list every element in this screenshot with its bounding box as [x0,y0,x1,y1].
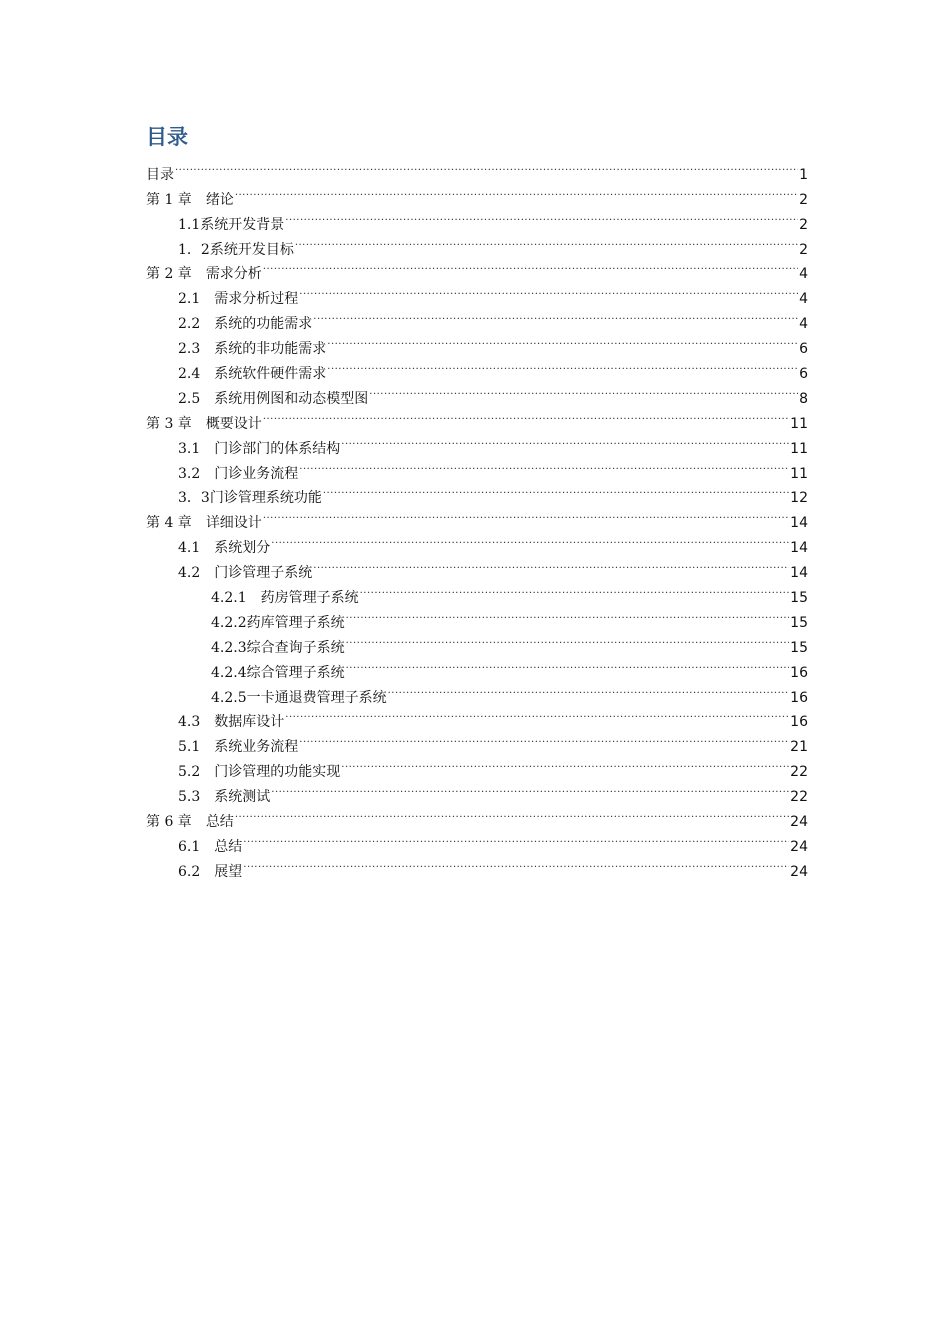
toc-entry-page-number[interactable]: 16 [790,664,808,681]
toc-dot-leader [341,751,789,776]
toc-dot-leader [271,527,789,552]
toc-entry-number: 1．2 [178,241,210,258]
toc-dot-leader [243,826,789,851]
toc-entry-title[interactable]: 展望 [214,863,243,880]
toc-entry-number: 4.2.1 [211,590,261,607]
toc-dot-leader [285,702,789,727]
toc-dot-leader [263,502,789,527]
toc-dot-leader [369,378,798,403]
toc-dot-leader [346,652,790,677]
toc-entry-number: 2.2 [178,316,215,333]
toc-entry-number: 3.2 [178,465,215,482]
toc-entry-page-number[interactable]: 4 [799,291,808,308]
toc-entry-title[interactable]: 系统业务流程 [214,739,299,756]
toc-entry-page-number[interactable]: 2 [799,216,808,233]
toc-dot-leader [299,726,789,751]
toc-entry-page-number[interactable]: 1 [799,166,808,183]
toc-entry-number: 2.4 [178,366,215,383]
toc-entry[interactable] [146,826,808,855]
toc-dot-leader [295,229,798,254]
toc-entry-title[interactable]: 门诊管理系统功能 [209,490,322,507]
toc-entry-number: 4.2.2 [211,614,247,631]
toc-entry-title[interactable]: 目录 [146,166,174,183]
toc-dot-leader [346,602,790,627]
toc-dot-leader [341,428,789,453]
toc-entry[interactable] [146,204,808,233]
toc-entry-number: 第 4 章 [146,515,206,532]
toc-entry-number: 2.5 [178,390,215,407]
toc-entry-title[interactable]: 数据库设计 [214,714,285,731]
toc-dot-leader [388,677,790,702]
toc-entry[interactable] [146,154,808,183]
toc-entry-title[interactable]: 综合管理子系统 [246,664,345,681]
toc-entry-title[interactable]: 总结 [214,838,243,855]
toc-entry-page-number[interactable]: 16 [790,689,808,706]
toc-dot-leader [323,478,789,503]
toc-entry-page-number[interactable]: 4 [799,316,808,333]
toc-entry-title[interactable]: 门诊管理的功能实现 [214,764,341,781]
toc-entry-page-number[interactable]: 12 [790,490,808,507]
toc-page [146,120,808,880]
toc-entry-title[interactable]: 概要设计 [205,415,262,432]
toc-entry-page-number[interactable]: 15 [790,639,808,656]
toc-entry-title[interactable]: 系统的非功能需求 [214,341,327,358]
toc-entry-number: 3．3 [178,490,210,507]
toc-entry-title[interactable]: 绪论 [205,191,234,208]
toc-entry-title[interactable]: 系统用例图和动态模型图 [214,390,369,407]
toc-entry-title[interactable]: 药房管理子系统 [260,590,359,607]
toc-dot-leader [243,851,789,876]
toc-dot-leader [285,204,798,229]
toc-entry-title[interactable]: 系统测试 [214,789,271,806]
toc-entry-page-number[interactable]: 6 [799,366,808,383]
toc-entry-title[interactable]: 系统开发目标 [209,241,294,258]
toc-dot-leader [327,328,798,353]
toc-entry-number: 1.1 [178,216,201,233]
toc-entry-page-number[interactable]: 2 [799,241,808,258]
toc-heading: 目录 [146,125,188,149]
toc-entry-page-number[interactable]: 16 [790,714,808,731]
toc-entry-page-number[interactable]: 2 [799,191,808,208]
toc-entry-page-number[interactable]: 11 [790,440,808,457]
toc-entry-page-number[interactable]: 11 [790,465,808,482]
toc-entry-number: 5.1 [178,739,215,756]
toc-entry-page-number[interactable]: 15 [790,614,808,631]
toc-entry-title[interactable]: 需求分析过程 [214,291,299,308]
toc-entry[interactable] [146,851,808,880]
toc-dot-leader [175,154,798,179]
toc-dot-leader [346,627,790,652]
toc-entry-page-number[interactable]: 15 [790,590,808,607]
toc-entry-page-number[interactable]: 4 [799,266,808,283]
toc-entry-number: 6.2 [178,863,215,880]
toc-list [146,154,808,880]
toc-entry-number: 3.1 [178,440,215,457]
toc-entry-title[interactable]: 药库管理子系统 [246,614,345,631]
toc-entry-title[interactable]: 系统开发背景 [200,216,285,233]
toc-entry-page-number[interactable]: 22 [790,764,808,781]
toc-entry-title[interactable]: 详细设计 [205,515,262,532]
toc-entry-number: 5.3 [178,789,215,806]
toc-entry-title[interactable]: 系统软件硬件需求 [214,366,327,383]
toc-entry-title[interactable]: 需求分析 [205,266,262,283]
toc-entry-number: 4.2 [178,565,215,582]
toc-dot-leader [271,776,789,801]
toc-entry-number: 5.2 [178,764,215,781]
toc-entry-number: 4.2.4 [211,664,247,681]
toc-entry-number: 6.1 [178,838,215,855]
toc-entry-page-number[interactable]: 24 [790,814,808,831]
toc-entry-number: 第 1 章 [146,191,206,208]
toc-entry-page-number[interactable]: 6 [799,341,808,358]
toc-entry[interactable] [146,801,808,831]
toc-dot-leader [299,278,798,303]
toc-dot-leader [263,254,798,279]
toc-dot-leader [360,577,790,602]
toc-entry-page-number[interactable]: 22 [790,789,808,806]
toc-entry-number: 4.3 [178,714,215,731]
toc-entry-page-number[interactable]: 14 [790,565,808,582]
toc-dot-leader [235,801,789,826]
toc-entry-number: 第 3 章 [146,415,206,432]
toc-entry-number: 第 2 章 [146,266,206,283]
toc-entry-page-number[interactable]: 24 [790,863,808,880]
toc-dot-leader [235,179,798,204]
toc-entry-number: 4.2.5 [211,689,247,706]
toc-entry-page-number[interactable]: 8 [799,390,808,407]
toc-entry-title[interactable]: 门诊管理子系统 [214,565,313,582]
toc-dot-leader [327,353,798,378]
toc-entry-title[interactable]: 一卡通退费管理子系统 [246,689,387,706]
toc-entry-number: 2.1 [178,291,215,308]
toc-entry[interactable] [146,179,808,208]
toc-entry-page-number[interactable]: 14 [790,540,808,557]
toc-entry-title[interactable]: 系统划分 [214,540,271,557]
toc-entry-title[interactable]: 门诊部门的体系结构 [214,440,341,457]
toc-entry-page-number[interactable]: 24 [790,838,808,855]
toc-entry-title[interactable]: 系统的功能需求 [214,316,313,333]
toc-entry-number: 第 6 章 [146,814,206,831]
toc-entry-title[interactable]: 门诊业务流程 [214,465,299,482]
toc-entry-title[interactable]: 总结 [205,814,234,831]
toc-entry-page-number[interactable]: 14 [790,515,808,532]
toc-dot-leader [313,303,798,328]
toc-dot-leader [313,552,789,577]
toc-entry-number: 4.1 [178,540,215,557]
toc-dot-leader [263,403,789,428]
toc-entry-title[interactable]: 综合查询子系统 [246,639,345,656]
toc-entry-number: 2.3 [178,341,215,358]
toc-entry-page-number[interactable]: 11 [790,415,808,432]
toc-entry-page-number[interactable]: 21 [790,739,808,756]
toc-entry-number: 4.2.3 [211,639,247,656]
toc-dot-leader [299,453,789,478]
